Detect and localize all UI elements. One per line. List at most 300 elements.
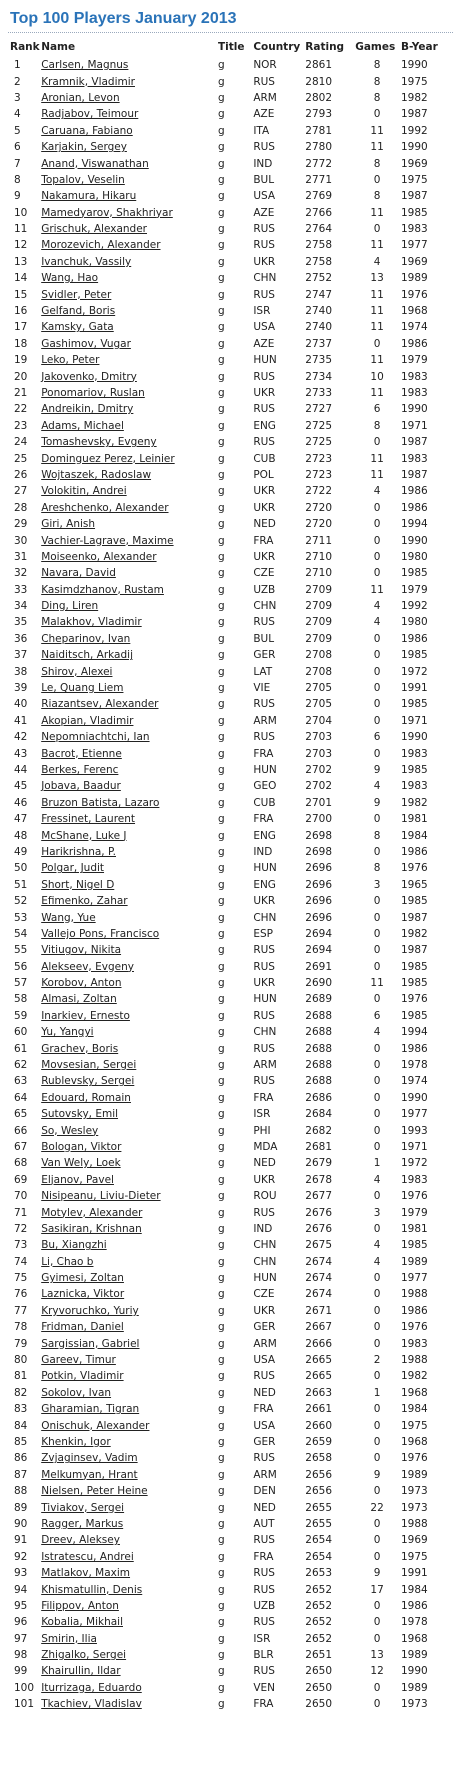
player-name-link[interactable]: Sargissian, Gabriel — [41, 1337, 140, 1350]
table-row — [8, 73, 451, 89]
cell-rating: 2652 — [305, 1632, 333, 1645]
cell-rank: 43 — [14, 747, 28, 760]
cell-title: g — [217, 862, 225, 875]
player-name-link[interactable]: Berkes, Ferenc — [41, 763, 119, 776]
cell-rating: 2702 — [305, 780, 333, 793]
cell-rating: 2733 — [305, 387, 333, 399]
cell-title: g — [217, 1485, 225, 1498]
player-name-link[interactable]: Kamsky, Gata — [41, 321, 114, 334]
player-name-link[interactable]: Tiviakov, Sergei — [41, 1501, 125, 1514]
player-name-link[interactable]: Svidler, Peter — [41, 288, 112, 301]
cell-name — [39, 352, 216, 368]
cell-rating: 2740 — [305, 321, 333, 334]
player-name-link[interactable]: Matlakov, Maxim — [41, 1567, 131, 1580]
player-name-link[interactable]: Dreev, Aleksey — [41, 1534, 120, 1547]
cell-byear: 1991 — [400, 682, 428, 695]
cell-country: RUS — [253, 436, 275, 449]
player-name-link[interactable]: Carlsen, Magnus — [41, 59, 129, 72]
cell-byear: 1983 — [400, 780, 428, 793]
cell-country: HUN — [253, 763, 277, 776]
cell-title: g — [217, 1616, 225, 1629]
table-row — [8, 614, 451, 630]
cell-title: g — [217, 993, 225, 1006]
player-name-link[interactable]: Alekseev, Evgeny — [41, 960, 134, 973]
cell-rank: 40 — [14, 698, 28, 711]
cell-byear: 1972 — [400, 665, 428, 678]
cell-name — [39, 57, 216, 73]
player-name-link[interactable]: Jobava, Baadur — [41, 780, 121, 793]
table-row — [8, 1073, 451, 1089]
player-name-link[interactable]: Sokolov, Ivan — [41, 1386, 112, 1399]
player-name-link[interactable]: Mamedyarov, Shakhriyar — [41, 206, 173, 219]
player-name-link[interactable]: Le, Quang Liem — [41, 682, 124, 695]
table-row — [8, 1417, 451, 1433]
player-name-link[interactable]: Leko, Peter — [41, 354, 100, 367]
player-name-link[interactable]: Yu, Yangyi — [41, 1026, 94, 1039]
cell-title: g — [217, 1255, 225, 1268]
cell-games: 11 — [370, 239, 384, 252]
cell-name — [39, 155, 216, 171]
player-name-link[interactable]: Radjabov, Teimour — [41, 108, 139, 121]
table-row — [8, 368, 451, 384]
cell-rating: 2661 — [305, 1403, 333, 1416]
table-row — [8, 1335, 451, 1351]
cell-rating: 2688 — [305, 1059, 333, 1072]
cell-rating: 2810 — [305, 75, 333, 88]
cell-rank: 30 — [14, 534, 28, 547]
cell-name — [39, 1434, 216, 1450]
cell-rating: 2737 — [305, 337, 333, 350]
table-row — [8, 1581, 451, 1597]
player-name-link[interactable]: Grischuk, Alexander — [41, 223, 147, 236]
cell-games: 17 — [370, 1583, 384, 1596]
cell-name — [39, 1401, 216, 1417]
table-row — [8, 1680, 451, 1696]
cell-byear: 1985 — [400, 206, 428, 219]
cell-games: 0 — [373, 1681, 381, 1694]
cell-games: 9 — [373, 1567, 381, 1580]
cell-name — [39, 713, 216, 729]
cell-games: 6 — [373, 403, 381, 416]
player-name-link[interactable]: Adams, Michael — [41, 419, 124, 432]
cell-rating: 2684 — [305, 1108, 333, 1121]
cell-games: 11 — [370, 288, 384, 301]
cell-games: 0 — [373, 550, 381, 563]
player-name-link[interactable]: Potkin, Vladimir — [41, 1370, 124, 1383]
table-row — [8, 270, 451, 286]
cell-country: ARM — [253, 91, 277, 104]
cell-title: g — [217, 600, 225, 613]
cell-games: 11 — [370, 452, 384, 465]
table-row — [8, 680, 451, 696]
player-name-link[interactable]: Gashimov, Vugar — [41, 337, 131, 350]
player-name-link[interactable]: Sasikiran, Krishnan — [41, 1222, 142, 1235]
cell-byear: 1974 — [400, 321, 428, 334]
cell-country: HUN — [253, 993, 277, 1006]
cell-name — [39, 467, 216, 483]
cell-games: 0 — [373, 1304, 381, 1317]
cell-games: 0 — [373, 813, 381, 826]
player-name-link[interactable]: Zhigalko, Sergei — [41, 1649, 127, 1662]
player-name-link[interactable]: Inarkiev, Ernesto — [41, 1009, 130, 1022]
player-name-link[interactable]: Istratescu, Andrei — [41, 1550, 134, 1563]
cell-byear: 1976 — [400, 993, 428, 1006]
player-name-link[interactable]: Movsesian, Sergei — [41, 1059, 137, 1072]
player-name-link[interactable]: Gelfand, Boris — [41, 305, 116, 318]
cell-title: g — [217, 1124, 225, 1137]
table-row — [8, 696, 451, 712]
cell-rating: 2764 — [305, 223, 333, 236]
table-row — [8, 1532, 451, 1548]
cell-country: RUS — [253, 1616, 275, 1629]
player-name-link[interactable]: Khismatullin, Denis — [41, 1583, 143, 1596]
cell-title: g — [217, 206, 225, 219]
cell-country: USA — [253, 190, 276, 203]
player-name-link[interactable]: Giri, Anish — [41, 518, 96, 531]
cell-games: 4 — [373, 616, 381, 629]
cell-country: RUS — [253, 731, 275, 744]
cell-country: NED — [253, 1386, 276, 1399]
cell-games: 0 — [373, 534, 381, 547]
cell-rank: 82 — [14, 1386, 28, 1399]
cell-games: 0 — [373, 698, 381, 711]
cell-title: g — [217, 1173, 225, 1186]
player-name-link[interactable]: Nakamura, Hikaru — [41, 190, 137, 203]
player-name-link[interactable]: Van Wely, Loek — [41, 1157, 121, 1170]
cell-title: g — [217, 1370, 225, 1383]
cell-name — [39, 991, 216, 1007]
cell-byear: 1968 — [400, 1386, 428, 1399]
player-name-link[interactable]: Areshchenko, Alexander — [41, 501, 169, 514]
cell-byear: 1969 — [400, 255, 428, 268]
player-name-link[interactable]: Li, Chao b — [41, 1255, 94, 1268]
player-name-link[interactable]: Bologan, Viktor — [41, 1140, 122, 1153]
player-name-link[interactable]: Tkachiev, Vladislav — [41, 1698, 142, 1711]
player-name-link[interactable]: Ivanchuk, Vassily — [41, 255, 132, 268]
player-name-link[interactable]: Vallejo Pons, Francisco — [41, 927, 160, 940]
cell-games: 0 — [373, 1485, 381, 1498]
player-name-link[interactable]: Wojtaszek, Radoslaw — [41, 468, 152, 481]
table-row — [8, 1172, 451, 1188]
player-name-link[interactable]: Jakovenko, Dmitry — [41, 370, 137, 383]
cell-rank: 23 — [14, 419, 28, 432]
cell-country: RUS — [253, 75, 275, 88]
cell-title: g — [217, 567, 225, 580]
cell-title: g — [217, 632, 225, 645]
player-name-link[interactable]: Moiseenko, Alexander — [41, 550, 157, 563]
table-row — [8, 1122, 451, 1138]
player-name-link[interactable]: Fressinet, Laurent — [41, 813, 136, 826]
player-name-link[interactable]: Khairullin, Ildar — [41, 1665, 121, 1678]
cell-name — [39, 90, 216, 106]
cell-name — [39, 1565, 216, 1581]
cell-country: FRA — [253, 1091, 274, 1104]
cell-title: g — [217, 1550, 225, 1563]
cell-games: 8 — [373, 862, 381, 875]
player-name-link[interactable]: Korobov, Anton — [41, 977, 122, 990]
cell-byear: 1990 — [400, 141, 428, 154]
cell-games: 8 — [373, 75, 381, 88]
table-row — [8, 221, 451, 237]
cell-name — [39, 1122, 216, 1138]
table-row — [8, 1057, 451, 1073]
cell-name — [39, 778, 216, 794]
cell-country: AZE — [253, 206, 275, 219]
cell-byear: 1988 — [400, 1517, 428, 1530]
cell-name — [39, 1549, 216, 1565]
table-row — [8, 1024, 451, 1040]
player-name-link[interactable]: Navara, David — [41, 567, 116, 580]
cell-name — [39, 1106, 216, 1122]
player-name-link[interactable]: Polgar, Judit — [41, 862, 105, 875]
cell-rank: 8 — [14, 173, 21, 186]
cell-rating: 2710 — [305, 550, 333, 563]
player-name-link[interactable]: Gharamian, Tigran — [41, 1403, 140, 1416]
player-name-link[interactable]: Onischuk, Alexander — [41, 1419, 150, 1432]
cell-country: RUS — [253, 370, 275, 383]
cell-country: AUT — [253, 1517, 275, 1530]
cell-games: 9 — [373, 1468, 381, 1481]
cell-rank: 12 — [14, 239, 28, 252]
player-name-link[interactable]: Gyimesi, Zoltan — [41, 1272, 124, 1285]
cell-title: g — [217, 895, 225, 908]
player-name-link[interactable]: Rublevsky, Sergei — [41, 1075, 135, 1088]
player-name-link[interactable]: Iturrizaga, Eduardo — [41, 1681, 142, 1694]
player-name-link[interactable]: Tomashevsky, Evgeny — [41, 436, 157, 449]
cell-rating: 2681 — [305, 1140, 333, 1153]
player-name-link[interactable]: Ragger, Markus — [41, 1517, 124, 1530]
cell-country: UZB — [253, 583, 276, 596]
player-name-link[interactable]: So, Wesley — [41, 1124, 99, 1137]
player-name-link[interactable]: Edouard, Romain — [41, 1091, 131, 1104]
player-name-link[interactable]: Vachier-Lagrave, Maxime — [41, 534, 174, 547]
cell-rating: 2674 — [305, 1272, 333, 1285]
cell-games: 8 — [373, 91, 381, 104]
player-name-link[interactable]: Kobalia, Mikhail — [41, 1616, 123, 1629]
table-row — [8, 877, 451, 893]
cell-name — [39, 73, 216, 89]
player-name-link[interactable]: Fridman, Daniel — [41, 1321, 124, 1334]
table-row — [8, 795, 451, 811]
cell-rank: 42 — [14, 731, 28, 744]
cell-rating: 2666 — [305, 1337, 333, 1350]
player-name-link[interactable]: Ponomariov, Ruslan — [41, 387, 145, 399]
cell-rating: 2720 — [305, 501, 333, 514]
player-name-link[interactable]: Zvjaginsev, Vadim — [41, 1452, 138, 1465]
player-name-link[interactable]: Grachev, Boris — [41, 1042, 119, 1055]
player-name-link[interactable]: Aronian, Levon — [41, 91, 120, 104]
player-name-link[interactable]: Sutovsky, Emil — [41, 1108, 119, 1121]
table-row — [8, 303, 451, 319]
cell-games: 11 — [370, 141, 384, 154]
cell-games: 0 — [373, 1190, 381, 1203]
player-name-link[interactable]: Almasi, Zoltan — [41, 993, 117, 1006]
player-name-link[interactable]: Kasimdzhanov, Rustam — [41, 583, 164, 596]
player-name-link[interactable]: Efimenko, Zahar — [41, 895, 128, 908]
cell-title: g — [217, 1026, 225, 1039]
player-name-link[interactable]: Wang, Hao — [41, 272, 99, 285]
player-name-link[interactable]: Melkumyan, Hrant — [41, 1468, 138, 1481]
cell-rank: 74 — [14, 1255, 28, 1268]
cell-title: g — [217, 190, 225, 203]
cell-rating: 2653 — [305, 1567, 333, 1580]
cell-country: RUS — [253, 239, 275, 252]
cell-games: 8 — [373, 157, 381, 170]
player-name-link[interactable]: Khenkin, Igor — [41, 1436, 111, 1448]
table-row — [8, 532, 451, 548]
player-name-link[interactable]: Kryvoruchko, Yuriy — [41, 1304, 139, 1317]
cell-rating: 2709 — [305, 600, 333, 613]
cell-title: g — [217, 550, 225, 563]
cell-title: g — [217, 468, 225, 481]
cell-games: 4 — [373, 600, 381, 613]
player-name-link[interactable]: Harikrishna, P. — [41, 845, 116, 858]
cell-rank: 62 — [14, 1059, 28, 1072]
cell-games: 0 — [373, 682, 381, 695]
cell-byear: 1990 — [400, 1091, 428, 1104]
cell-rating: 2698 — [305, 845, 333, 858]
table-row — [8, 237, 451, 253]
player-name-link[interactable]: Wang, Yue — [41, 911, 96, 924]
table-row — [8, 385, 451, 401]
player-name-link[interactable]: Kramnik, Vladimir — [41, 75, 135, 88]
cell-rating: 2802 — [305, 91, 333, 104]
cell-name — [39, 516, 216, 532]
cell-rank: 87 — [14, 1468, 28, 1481]
table-row — [8, 1368, 451, 1384]
cell-title: g — [217, 1272, 225, 1285]
player-name-link[interactable]: Ding, Liren — [41, 600, 99, 613]
table-row — [8, 1319, 451, 1335]
cell-name — [39, 1024, 216, 1040]
player-name-link[interactable]: Smirin, Ilia — [41, 1632, 97, 1645]
player-name-link[interactable]: Volokitin, Andrei — [41, 485, 127, 498]
player-name-link[interactable]: Short, Nigel D — [41, 878, 115, 891]
cell-rating: 2688 — [305, 1042, 333, 1055]
player-name-link[interactable]: Cheparinov, Ivan — [41, 632, 131, 645]
player-name-link[interactable]: Nielsen, Peter Heine — [41, 1485, 148, 1498]
cell-rank: 32 — [14, 567, 28, 580]
cell-games: 0 — [373, 1140, 381, 1153]
cell-rank: 22 — [14, 403, 28, 416]
cell-name — [39, 844, 216, 860]
player-name-link[interactable]: Motylev, Alexander — [41, 1206, 143, 1219]
player-name-link[interactable]: Topalov, Veselin — [41, 173, 125, 186]
player-name-link[interactable]: Nisipeanu, Liviu-Dieter — [41, 1190, 161, 1203]
cell-byear: 1984 — [400, 1583, 428, 1596]
cell-rank: 7 — [14, 157, 21, 170]
cell-rating: 2708 — [305, 665, 333, 678]
cell-title: g — [217, 173, 225, 186]
cell-title: g — [217, 1288, 225, 1301]
cell-title: g — [217, 1419, 225, 1432]
cell-name — [39, 877, 216, 893]
table-row — [8, 450, 451, 466]
cell-games: 0 — [373, 1419, 381, 1432]
player-name-link[interactable]: Riazantsev, Alexander — [41, 698, 159, 711]
cell-byear: 1972 — [400, 1157, 428, 1170]
cell-byear: 1986 — [400, 1042, 428, 1055]
cell-country: HUN — [253, 354, 277, 367]
cell-rating: 2650 — [305, 1681, 333, 1694]
cell-rank: 58 — [14, 993, 28, 1006]
cell-country: DEN — [253, 1485, 276, 1498]
cell-games: 6 — [373, 731, 381, 744]
player-name-link[interactable]: Laznicka, Viktor — [41, 1288, 125, 1301]
cell-country: RUS — [253, 1665, 275, 1678]
cell-byear: 1983 — [400, 1337, 428, 1350]
table-body — [8, 57, 451, 1712]
cell-country: ENG — [253, 829, 276, 842]
cell-rank: 26 — [14, 468, 28, 481]
cell-rating: 2696 — [305, 895, 333, 908]
cell-rank: 95 — [14, 1599, 28, 1612]
cell-name — [39, 1631, 216, 1647]
table-row — [8, 90, 451, 106]
player-name-link[interactable]: Anand, Viswanathan — [41, 157, 149, 170]
cell-title: g — [217, 1665, 225, 1678]
cell-byear: 1979 — [400, 354, 428, 367]
table-row — [8, 778, 451, 794]
cell-country: CHN — [253, 1255, 277, 1268]
player-name-link[interactable]: Eljanov, Pavel — [41, 1173, 114, 1186]
player-name-link[interactable]: Akopian, Vladimir — [41, 714, 134, 727]
cell-name — [39, 1286, 216, 1302]
cell-country: BUL — [253, 632, 275, 645]
player-name-link[interactable]: Gareev, Timur — [41, 1354, 116, 1367]
header-rank: Rank — [10, 41, 40, 53]
cell-country: ISR — [253, 1108, 271, 1121]
cell-byear: 1976 — [400, 288, 428, 301]
cell-title: g — [217, 1599, 225, 1612]
player-name-link[interactable]: Bacrot, Etienne — [41, 747, 122, 760]
cell-rating: 2676 — [305, 1206, 333, 1219]
cell-byear: 1976 — [400, 1190, 428, 1203]
player-name-link[interactable]: Karjakin, Sergey — [41, 141, 127, 154]
cell-name — [39, 647, 216, 663]
cell-games: 11 — [370, 387, 384, 399]
table-row — [8, 549, 451, 565]
cell-title: g — [217, 75, 225, 88]
player-name-link[interactable]: Bu, Xiangzhi — [41, 1239, 107, 1252]
cell-rank: 67 — [14, 1140, 28, 1153]
table-row — [8, 631, 451, 647]
cell-byear: 1989 — [400, 1468, 428, 1481]
cell-byear: 1985 — [400, 567, 428, 580]
cell-byear: 1971 — [400, 714, 428, 727]
player-name-link[interactable]: Nepomniachtchi, Ian — [41, 731, 150, 744]
player-name-link[interactable]: Vitiugov, Nikita — [41, 944, 122, 957]
player-name-link[interactable]: Caruana, Fabiano — [41, 124, 133, 137]
table-row — [8, 1483, 451, 1499]
cell-byear: 1990 — [400, 731, 428, 744]
player-name-link[interactable]: Bruzon Batista, Lazaro — [41, 796, 160, 809]
player-name-link[interactable]: Malakhov, Vladimir — [41, 616, 142, 629]
table-row — [8, 336, 451, 352]
cell-rating: 2861 — [305, 59, 333, 72]
player-name-link[interactable]: Andreikin, Dmitry — [41, 403, 134, 416]
cell-rating: 2652 — [305, 1599, 333, 1612]
player-name-link[interactable]: Naiditsch, Arkadij — [41, 649, 133, 662]
player-name-link[interactable]: McShane, Luke J — [41, 829, 127, 842]
player-name-link[interactable]: Dominguez Perez, Leinier — [41, 452, 175, 465]
cell-rank: 35 — [14, 616, 28, 629]
cell-byear: 1990 — [400, 534, 428, 547]
player-name-link[interactable]: Filippov, Anton — [41, 1599, 119, 1612]
player-name-link[interactable]: Morozevich, Alexander — [41, 239, 161, 252]
cell-name — [39, 401, 216, 417]
player-name-link[interactable]: Shirov, Alexei — [41, 665, 113, 678]
